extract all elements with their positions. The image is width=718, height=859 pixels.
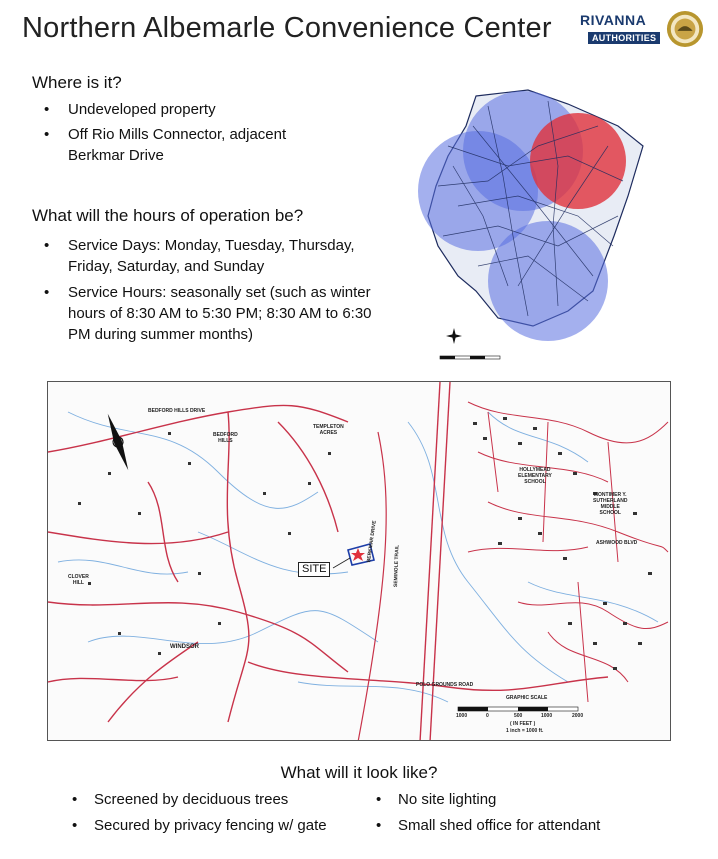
map-north-arrow-icon xyxy=(103,412,133,472)
map-label: 2000 xyxy=(572,713,584,719)
subdivision-streets xyxy=(468,402,668,702)
map-label: MONTIMER Y. SUTHERLAND MIDDLE SCHOOL xyxy=(593,492,628,516)
list-item: • Small shed office for attendant xyxy=(372,813,600,839)
look-list-right xyxy=(372,787,600,839)
list-item: • Undeveloped property xyxy=(32,99,286,120)
map-label: ( IN FEET ) xyxy=(510,721,536,727)
list-item: • Service Hours: seasonally set (such as winter hours of 8:30 AM to 5:30 PM; 8:30 AM to 6:30 PM during summer months) xyxy=(32,282,372,345)
map-label: WINDSOR xyxy=(170,644,199,650)
list-item: • No site lighting xyxy=(372,787,600,813)
coverage-circle-red xyxy=(530,113,626,209)
where-heading: Where is it? xyxy=(32,73,122,92)
map-label: POLO GROUNDS ROAD xyxy=(416,682,474,688)
seal-icon xyxy=(666,10,704,48)
page-title: Northern Albemarle Convenience Center xyxy=(22,12,552,44)
logo-subtitle: AUTHORITIES xyxy=(588,32,660,44)
map-label: 1 inch = 1000 ft. xyxy=(506,728,544,734)
map-label: CLOVER HILL xyxy=(68,574,89,586)
list-item: • Service Days: Monday, Tuesday, Thursday, Friday, Saturday, and Sunday xyxy=(32,235,372,277)
list-item: • Off Rio Mills Connector, adjacent Berkmar Drive xyxy=(32,124,286,166)
map-label: BEDFORD HILLS DRIVE xyxy=(148,408,206,414)
map-label: HOLLYMEAD ELEMENTARY SCHOOL xyxy=(518,467,552,485)
north-arrow-icon xyxy=(446,328,462,344)
where-list xyxy=(32,99,286,166)
scale-bar xyxy=(440,356,500,359)
map-label: 500 xyxy=(514,713,523,719)
rivanna-logo xyxy=(580,10,708,50)
hours-heading: What will the hours of operation be? xyxy=(32,206,304,225)
map-label: 0 xyxy=(486,713,489,719)
map-label: BERKMAR DRIVE xyxy=(366,520,378,563)
county-coverage-map xyxy=(418,86,644,376)
site-location-map xyxy=(47,381,671,741)
graphic-scale-bar xyxy=(458,707,578,711)
map-label: 1000 xyxy=(456,713,468,719)
berkmar-drive xyxy=(358,432,386,741)
map-label: GRAPHIC SCALE xyxy=(506,695,548,701)
look-heading: What will it look like? xyxy=(280,763,438,782)
site-label: SITE xyxy=(298,562,330,577)
hours-list xyxy=(32,235,372,345)
map-label: ASHWOOD BLVD xyxy=(596,540,638,546)
map-label: 1000 xyxy=(541,713,553,719)
map-label: BEDFORD HILLS xyxy=(213,432,238,444)
list-item: • Screened by deciduous trees xyxy=(68,787,327,813)
logo-word: RIVANNA xyxy=(580,12,647,28)
map-label: TEMPLETON ACRES xyxy=(313,424,344,436)
list-item: • Secured by privacy fencing w/ gate xyxy=(68,813,327,839)
site-map-drawing xyxy=(48,382,671,741)
map-label: SEMINOLE TRAIL xyxy=(393,544,401,588)
site-star-icon xyxy=(351,548,365,561)
look-list-left xyxy=(68,787,327,839)
